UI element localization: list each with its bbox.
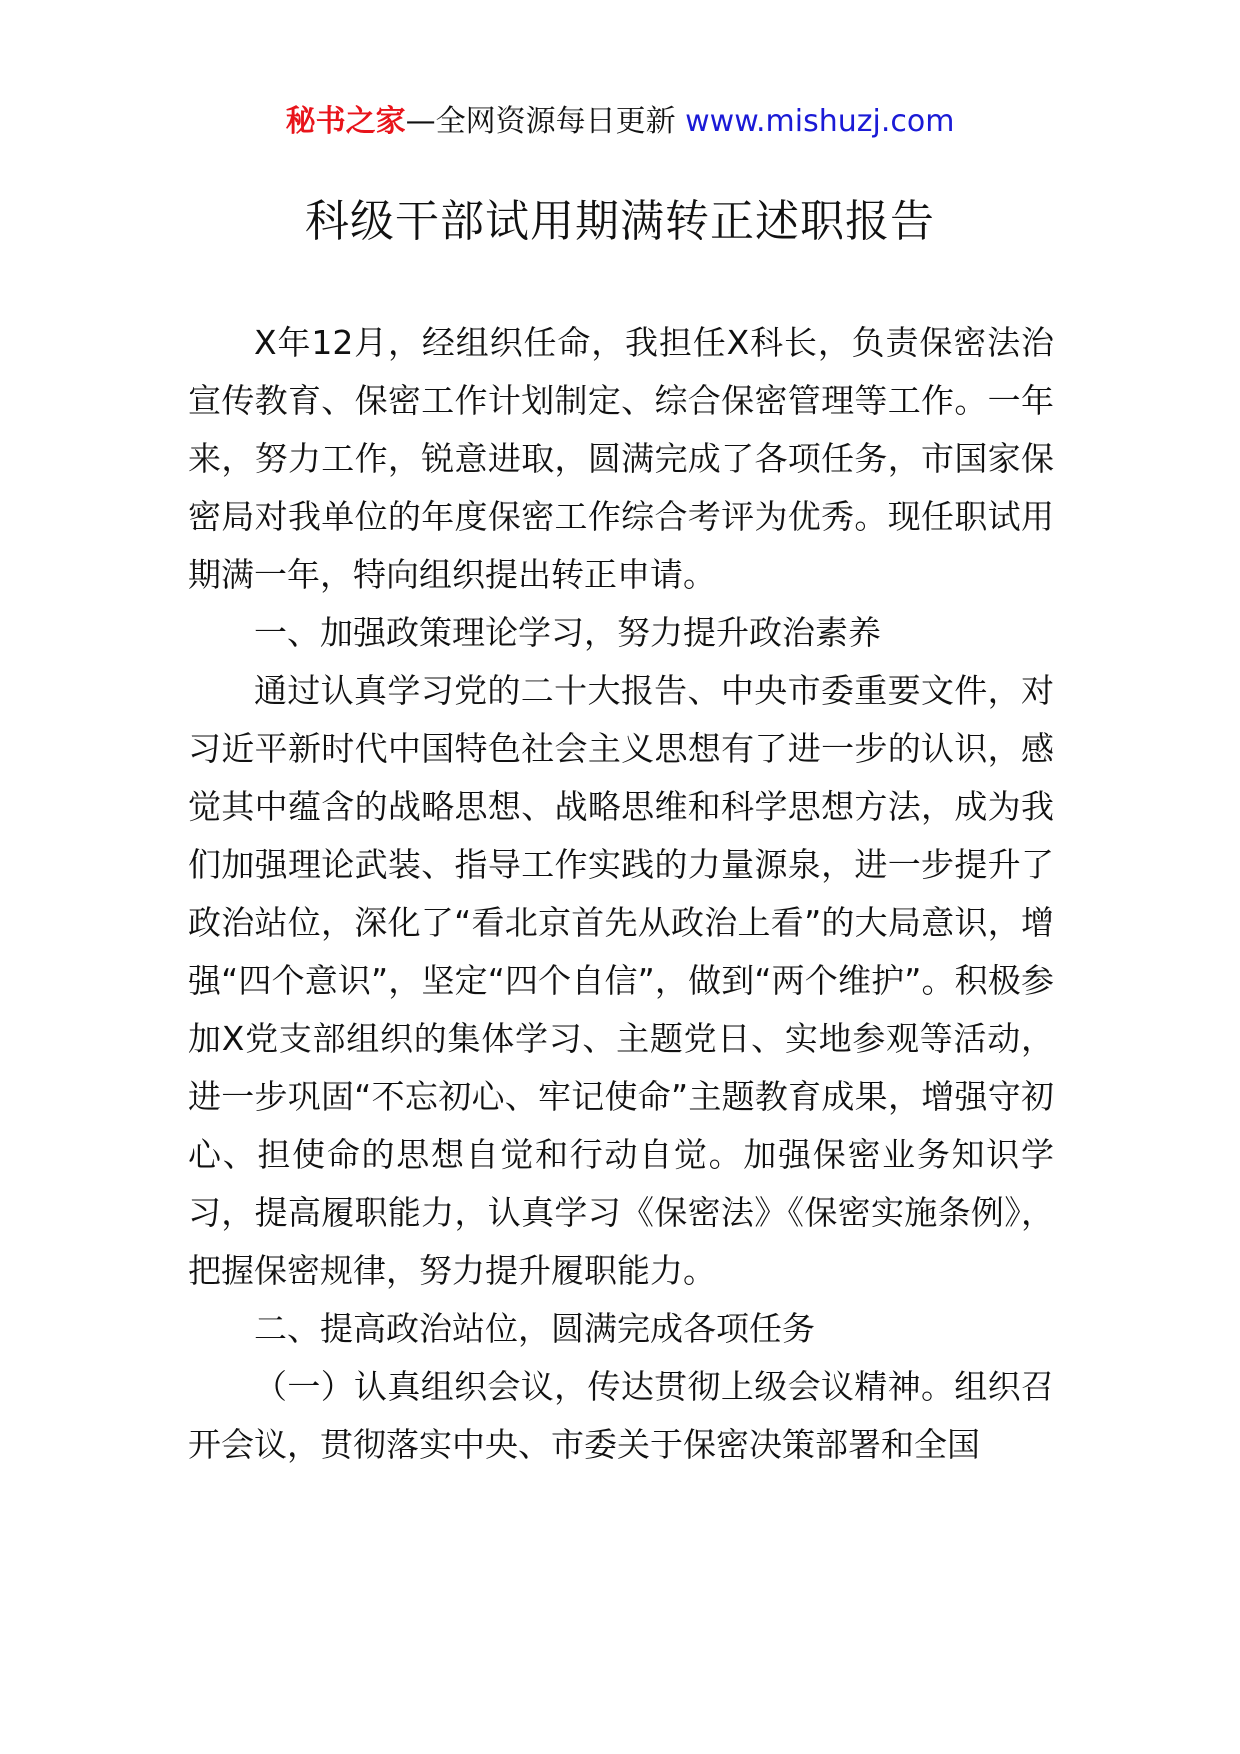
section-heading-2: 二、提高政治站位，圆满完成各项任务 bbox=[254, 1309, 815, 1348]
site-url-link[interactable]: www.mishuzj.com bbox=[685, 104, 955, 139]
section-2-paragraph: （一）认真组织会议，传达贯彻上级会议精神。组织召开会议，贯彻落实中央、市委关于保密决策部署和全国 bbox=[188, 1367, 1054, 1464]
section-heading-1: 一、加强政策理论学习，努力提升政治素养 bbox=[254, 613, 881, 652]
document-title: 科级干部试用期满转正述职报告 bbox=[305, 196, 935, 247]
site-tagline: —全网资源每日更新 bbox=[405, 104, 676, 139]
section-1-paragraph: 通过认真学习党的二十大报告、中央市委重要文件，对习近平新时代中国特色社会主义思想有了进一步的认识，感觉其中蕴含的战略思想、战略思维和科学思想方法，成为我们加强理论武装、指导工作实践的力量源泉，进一步提升了政治站位，深化了“看北京首先从政治上看”的大局意识，增强“四个意识”，坚定“四个自信”，做到“两个维护”。积极参加X党支部组织的集体学习、主题党日、实地参观等活动，进一步巩固“不忘初心、牢记使命”主题教育成果，增强守初心、担使命的思想自觉和行动自觉。加强保密业务知识学习，提高履职能力，认真学习《保密法》《保密实施条例》，把握保密规律，努力提升履职能力。 bbox=[188, 671, 1054, 1290]
site-name: 秘书之家 bbox=[285, 104, 406, 139]
intro-paragraph: X年12月，经组织任命，我担任X科长，负责保密法治宣传教育、保密工作计划制定、综合保密管理等工作。一年来，努力工作，锐意进取，圆满完成了各项任务，市国家保密局对我单位的年度保密工作综合考评为优秀。现任职试用期满一年，特向组织提出转正申请。 bbox=[188, 323, 1054, 594]
site-header bbox=[0, 100, 1240, 144]
document-body bbox=[188, 314, 1054, 1474]
